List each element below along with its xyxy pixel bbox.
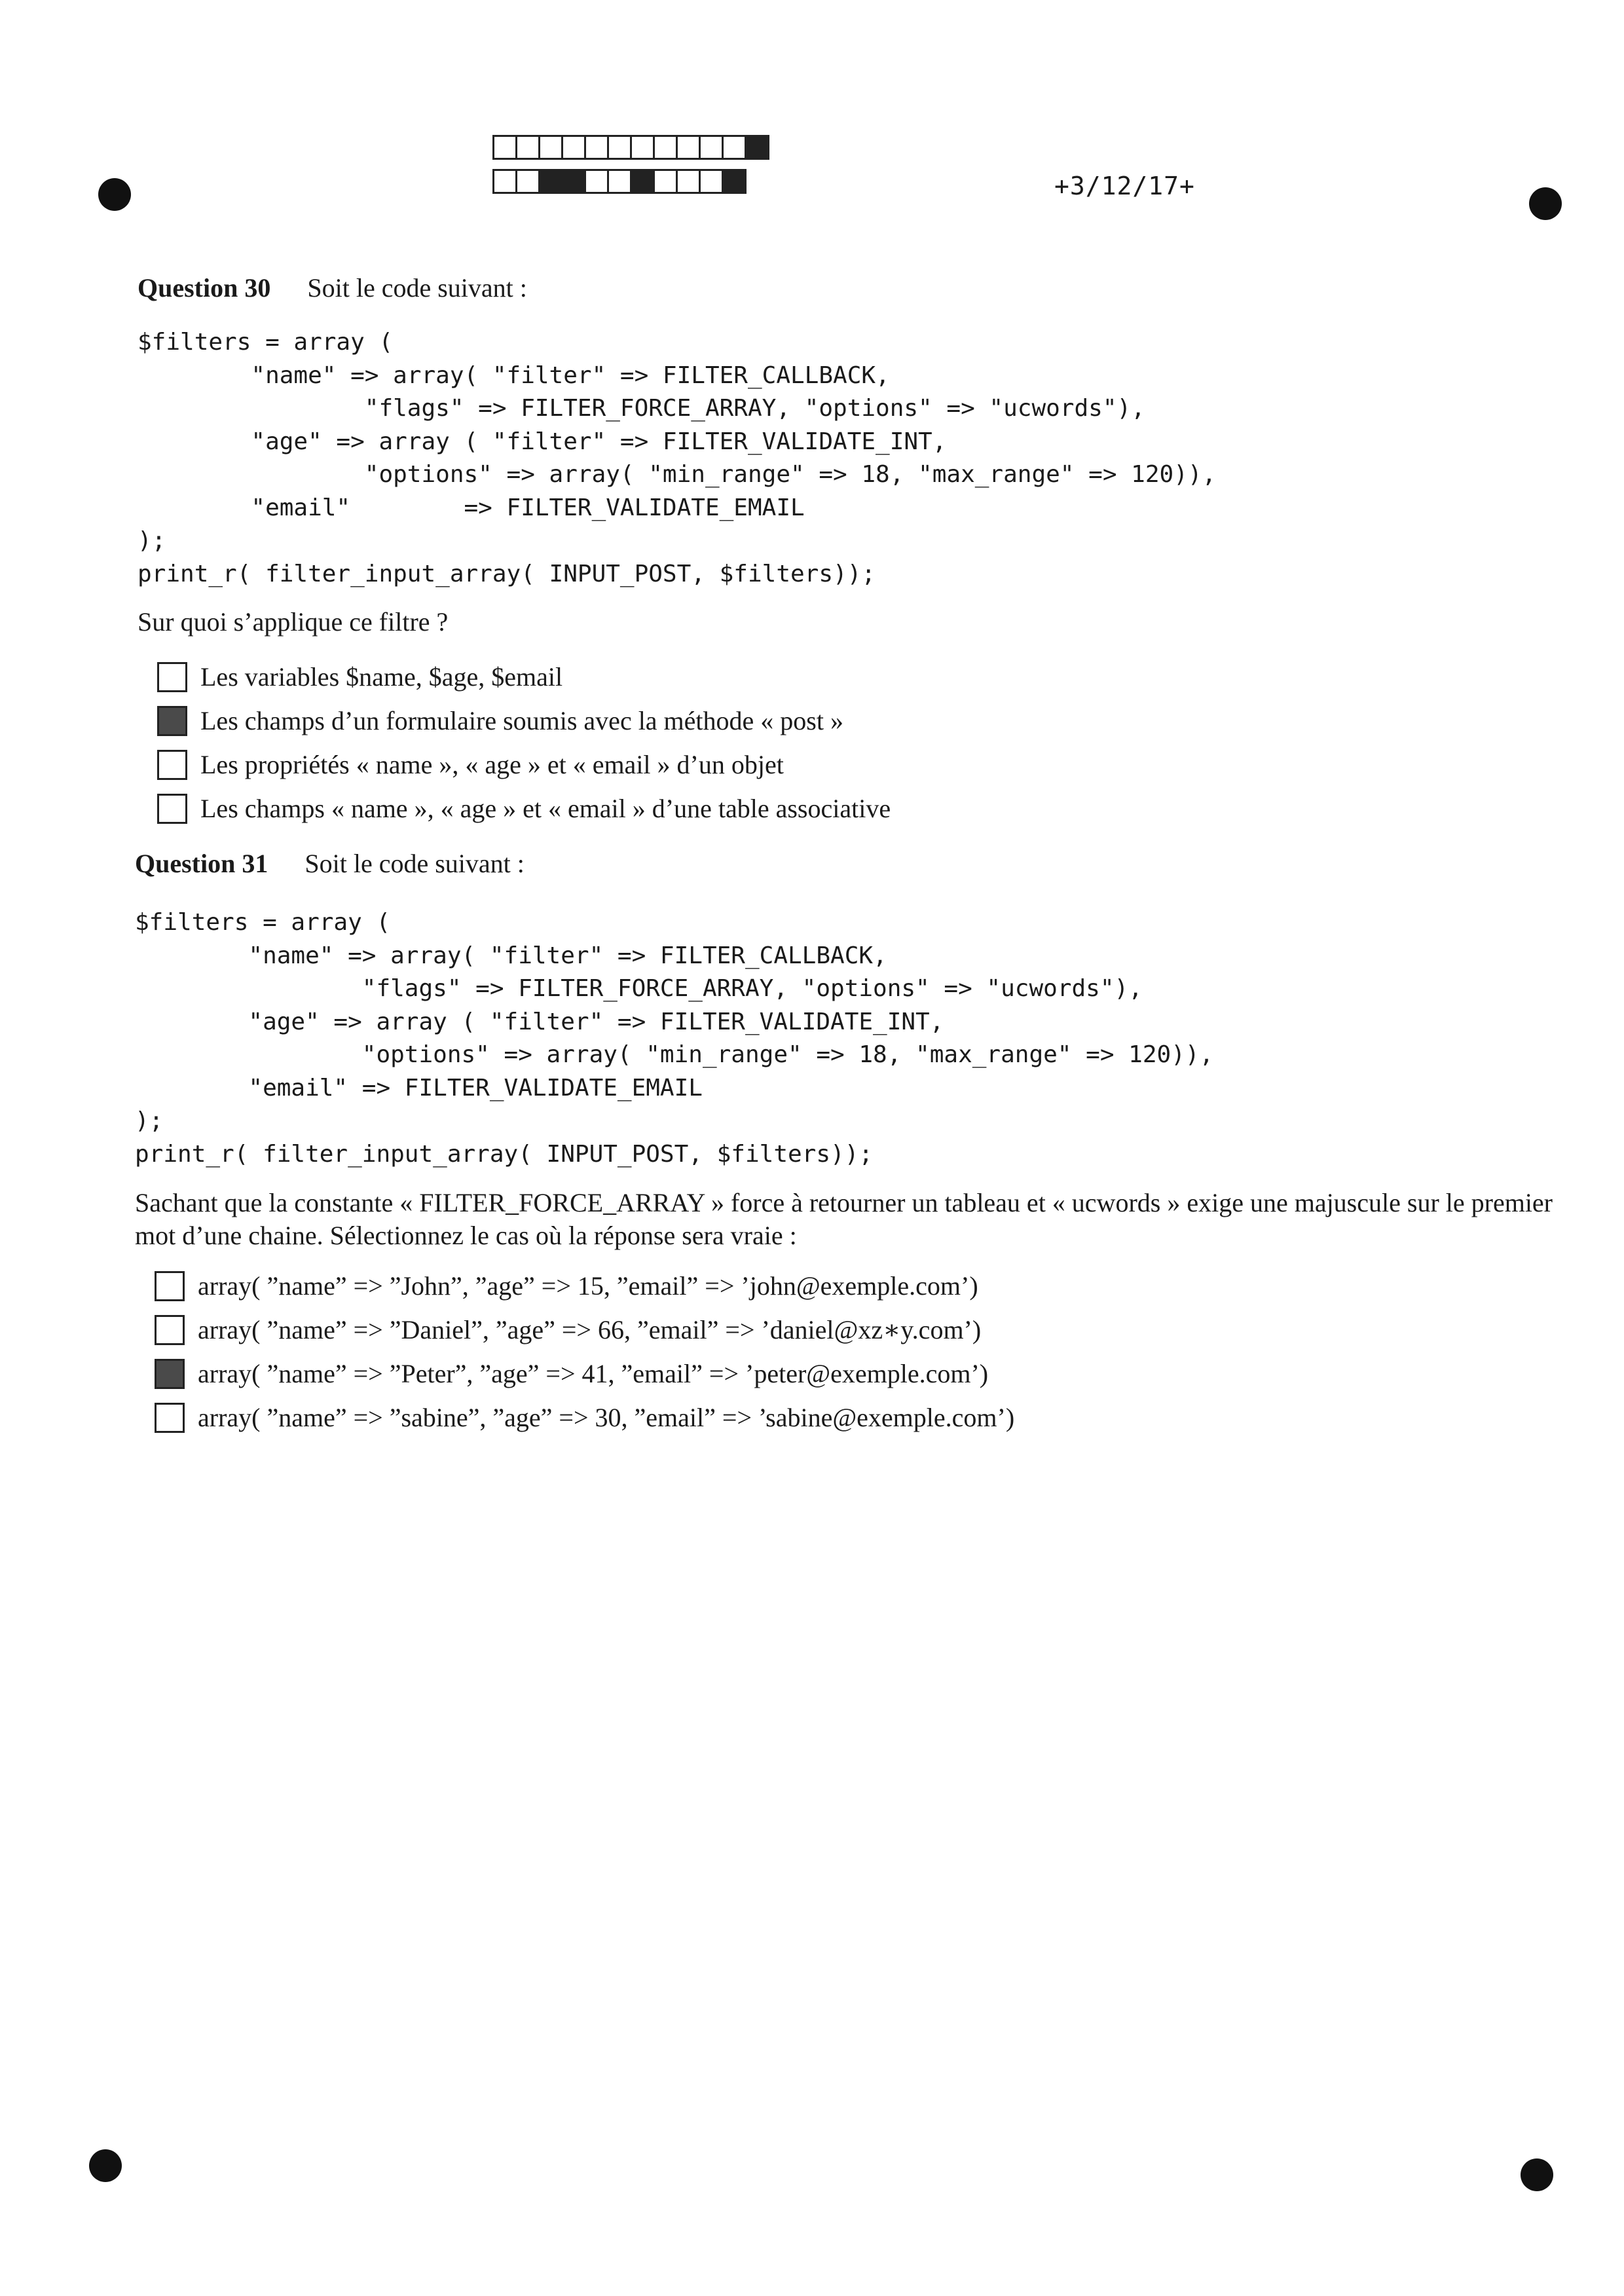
barcode-cell bbox=[630, 135, 655, 160]
answer-option[interactable] bbox=[155, 1264, 1014, 1308]
barcode-bottom-row bbox=[492, 169, 745, 194]
barcode-cell bbox=[722, 135, 747, 160]
answer-label: Les variables $name, $age, $email bbox=[200, 662, 563, 692]
answer-checkbox[interactable] bbox=[155, 1359, 185, 1389]
barcode-cell bbox=[584, 135, 609, 160]
answer-checkbox[interactable] bbox=[155, 1315, 185, 1345]
answer-checkbox[interactable] bbox=[155, 1271, 185, 1301]
barcode-cell bbox=[630, 169, 655, 194]
answer-option[interactable] bbox=[155, 1352, 1014, 1396]
answer-checkbox[interactable] bbox=[157, 750, 187, 780]
barcode-cell bbox=[653, 169, 678, 194]
barcode-cell bbox=[607, 135, 632, 160]
barcode-cell bbox=[492, 169, 517, 194]
barcode-cell bbox=[722, 169, 747, 194]
barcode-cell bbox=[676, 169, 701, 194]
answer-label: Les champs d’un formulaire soumis avec la méthode « post » bbox=[200, 706, 843, 735]
question-30-answers bbox=[157, 655, 891, 830]
answer-checkbox[interactable] bbox=[157, 794, 187, 824]
answer-option[interactable] bbox=[157, 787, 891, 830]
answer-label: Les champs « name », « age » et « email » d’une table associative bbox=[200, 794, 891, 823]
question-30-code: $filters = array ( "name" => array( "filter" => FILTER_CALLBACK, "flags" => FILTER_FORCE_ARRAY, "options" => "ucwords"), "age" => array ( "filter" => FILTER_VALIDATE_INT, "options" => array( "min_range" => 18, "max_range" => 120)), "email" => FILTER_VALIDATE_EMAIL ); print_r( filter_input_array( INPUT_POST, $filters)); bbox=[138, 329, 1217, 587]
answer-label: array( ”name” => ”sabine”, ”age” => 30, ”email” => ’sabine@exemple.com’) bbox=[198, 1403, 1015, 1432]
question-30-text: Soit le code suivant : bbox=[307, 273, 527, 303]
barcode-cell bbox=[653, 135, 678, 160]
registration-mark-bottom-right bbox=[1521, 2158, 1553, 2191]
answer-label: Les propriétés « name », « age » et « email » d’un objet bbox=[200, 750, 784, 779]
barcode-cell bbox=[515, 169, 540, 194]
registration-mark-top-left bbox=[98, 178, 131, 211]
question-31-code: $filters = array ( "name" => array( "filter" => FILTER_CALLBACK, "flags" => FILTER_FORCE_ARRAY, "options" => "ucwords"), "age" => array ( "filter" => FILTER_VALIDATE_INT, "options" => array( "min_range" => 18, "max_range" => 120)), "email" => FILTER_VALIDATE_EMAIL ); print_r( filter_input_array( INPUT_POST, $filters)); bbox=[135, 909, 1214, 1168]
answer-option[interactable] bbox=[155, 1396, 1014, 1439]
answer-label: array( ”name” => ”Daniel”, ”age” => 66, ”email” => ’daniel@xz∗y.com’) bbox=[198, 1315, 982, 1344]
registration-mark-bottom-left bbox=[89, 2149, 122, 2182]
barcode-cell bbox=[584, 169, 609, 194]
barcode-cell bbox=[492, 135, 517, 160]
registration-mark-top-right bbox=[1529, 187, 1562, 220]
question-30-prompt: Sur quoi s’applique ce filtre ? bbox=[138, 607, 449, 637]
page-identifier: +3/12/17+ bbox=[1054, 172, 1195, 200]
question-31-prompt: Sachant que la constante « FILTER_FORCE_ARRAY » force à retourner un tableau et « ucwords » exige une majuscule sur le premier mot d’une chaine. Sélectionnez le cas où la réponse sera vraie : bbox=[135, 1188, 1553, 1250]
barcode-cell bbox=[515, 135, 540, 160]
answer-label: array( ”name” => ”John”, ”age” => 15, ”email” => ’john@exemple.com’) bbox=[198, 1271, 978, 1301]
barcode-cell bbox=[699, 135, 724, 160]
question-30-label: Question 30 bbox=[138, 273, 271, 303]
question-31-answers bbox=[155, 1264, 1014, 1439]
barcode-cell bbox=[745, 135, 769, 160]
barcode-top-row bbox=[492, 135, 767, 160]
barcode-cell bbox=[561, 169, 586, 194]
answer-checkbox[interactable] bbox=[155, 1403, 185, 1433]
question-31-heading bbox=[135, 848, 525, 879]
barcode-cell bbox=[561, 135, 586, 160]
answer-option[interactable] bbox=[157, 743, 891, 787]
answer-checkbox[interactable] bbox=[157, 662, 187, 692]
answer-label: array( ”name” => ”Peter”, ”age” => 41, ”email” => ’peter@exemple.com’) bbox=[198, 1359, 989, 1388]
question-31-label: Question 31 bbox=[135, 849, 268, 878]
answer-option[interactable] bbox=[157, 655, 891, 699]
barcode-cell bbox=[538, 135, 563, 160]
question-31-text: Soit le code suivant : bbox=[304, 849, 525, 878]
answer-option[interactable] bbox=[155, 1308, 1014, 1352]
barcode-cell bbox=[538, 169, 563, 194]
answer-option[interactable] bbox=[157, 699, 891, 743]
question-30-heading bbox=[138, 272, 527, 303]
barcode-cell bbox=[699, 169, 724, 194]
answer-checkbox[interactable] bbox=[157, 706, 187, 736]
barcode-cell bbox=[676, 135, 701, 160]
barcode-cell bbox=[607, 169, 632, 194]
